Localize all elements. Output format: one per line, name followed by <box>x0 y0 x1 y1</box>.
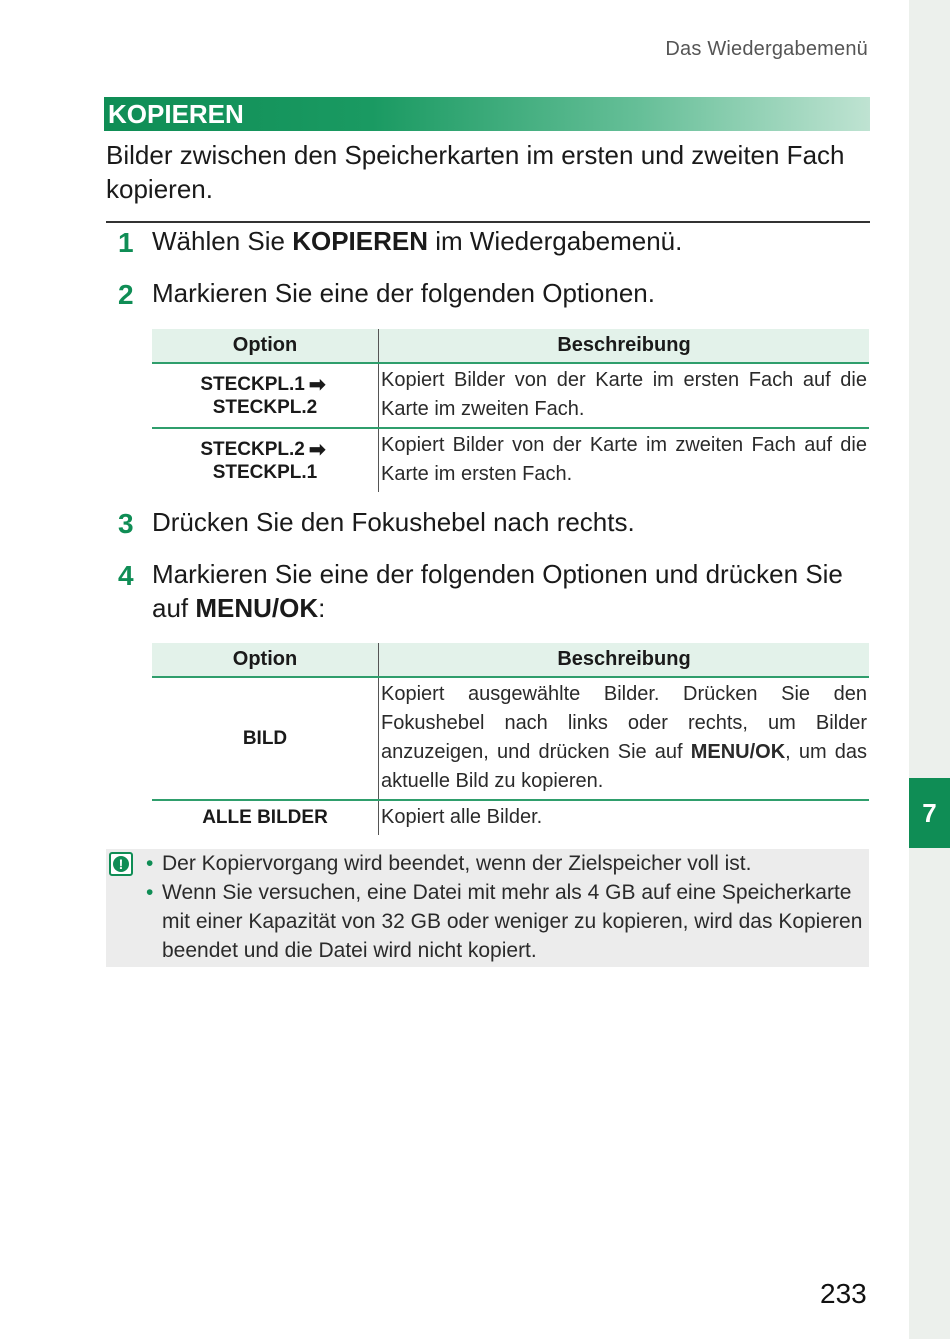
step-number: 2 <box>118 279 134 310</box>
step-text-part: Markieren Sie eine der folgenden Optionen und drücken Sie auf <box>152 559 843 623</box>
note-item <box>146 878 868 965</box>
options-table-slots <box>152 329 869 492</box>
description-cell: Kopiert Bilder von der Karte im ersten Fach auf die Karte im zweiten Fach. <box>379 363 870 428</box>
column-header-option: Option <box>152 643 379 677</box>
table-row <box>152 800 869 835</box>
option-to: STECKPL.2 <box>212 397 318 418</box>
page-number: 233 <box>820 1278 867 1309</box>
options-table-copy <box>152 643 869 835</box>
step-text-part: Wählen Sie <box>152 226 293 256</box>
table-row <box>152 363 869 428</box>
step-text <box>152 224 872 258</box>
note-list <box>146 849 868 965</box>
description-cell <box>379 677 870 800</box>
step-number: 4 <box>118 560 134 591</box>
button-name: MENU/OK <box>690 741 786 763</box>
description-text: , um das aktuelle Bild zu kopieren. <box>381 741 868 792</box>
note-text: Der Kopiervorgang wird beendet, wenn der Zielspeicher voll ist. <box>162 852 752 875</box>
note-text: Wenn Sie versuchen, eine Datei mit mehr als 4 GB auf eine Speicherkarte mit einer Kapazität von 32 GB oder weniger zu kopieren, wird das Kopieren beendet und die Datei wird nicht kopiert. <box>162 881 863 962</box>
arrow-right-icon: ➡ <box>308 374 326 396</box>
chapter-tab: 7 <box>909 778 950 848</box>
caution-note <box>106 849 869 967</box>
running-head: Das Wiedergabemenü <box>665 38 868 60</box>
step-number: 1 <box>118 227 134 258</box>
menu-item-name: KOPIEREN <box>292 226 428 256</box>
step-text: Markieren Sie eine der folgenden Optionen. <box>152 278 655 308</box>
button-name: MENU/OK <box>195 593 319 623</box>
side-margin-strip <box>909 0 950 1339</box>
step-text-part: : <box>318 593 326 623</box>
description-text: Kopiert ausgewählte Bilder. Drücken Sie den Fokushebel nach links oder rechts, um Bilder anzuzeigen, und drücken Sie auf <box>381 683 867 763</box>
option-cell: ALLE BILDER <box>152 800 379 835</box>
description-cell: Kopiert alle Bilder. <box>379 800 870 835</box>
column-header-description: Beschreibung <box>379 643 870 677</box>
option-cell <box>152 363 379 428</box>
option-cell <box>152 428 379 492</box>
step-text: Drücken Sie den Fokushebel nach rechts. <box>152 507 635 537</box>
arrow-right-icon: ➡ <box>308 439 326 461</box>
section-intro: Bilder zwischen den Speicherkarten im ersten und zweiten Fach kopieren. <box>106 140 845 204</box>
column-header-option: Option <box>152 329 379 363</box>
section-title: KOPIEREN <box>104 97 870 131</box>
bullet: • <box>146 881 154 904</box>
step-text-part: im Wiedergabemenü. <box>428 226 683 256</box>
option-from: STECKPL.2 <box>200 439 305 460</box>
table-row <box>152 677 869 800</box>
caution-icon: ! <box>109 852 133 876</box>
option-from: STECKPL.1 <box>200 374 305 395</box>
table-row <box>152 428 869 492</box>
note-item <box>146 849 868 878</box>
description-cell: Kopiert Bilder von der Karte im zweiten Fach auf die Karte im ersten Fach. <box>379 428 870 492</box>
divider <box>106 221 870 223</box>
option-to: STECKPL.1 <box>212 462 318 483</box>
option-cell: BILD <box>242 727 288 749</box>
bullet: • <box>146 852 154 875</box>
column-header-description: Beschreibung <box>379 329 870 363</box>
step-text <box>152 557 872 625</box>
step-number: 3 <box>118 508 134 539</box>
